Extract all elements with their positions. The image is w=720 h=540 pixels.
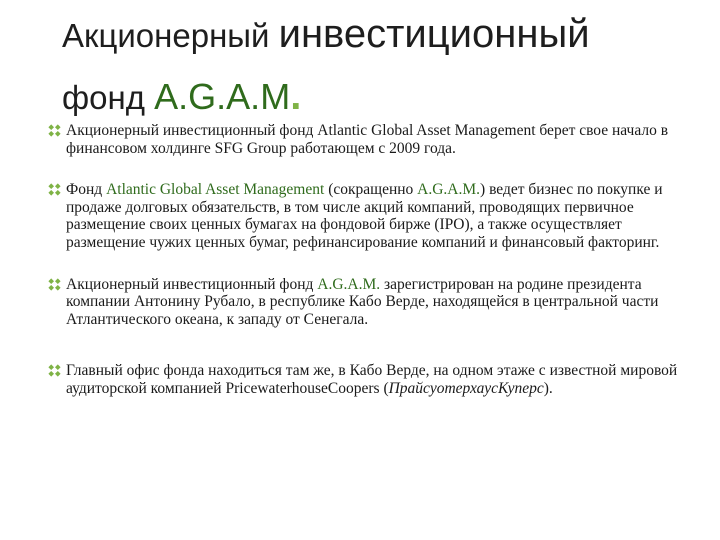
bullet-text: зарегистрирован на родине президента компании Антонину Рубало, в республике Кабо Верде, находящейся в центральной части Атлантического океана, к западу от Сенегала. xyxy=(66,275,659,328)
bullet-list xyxy=(48,118,678,398)
bullet-text: (сокращенно xyxy=(324,181,418,199)
highlighted-fund-name: Atlantic Global Asset Management xyxy=(106,181,325,199)
title-part-3: фонд xyxy=(62,79,155,116)
bullet-item xyxy=(48,276,678,329)
bullet-item xyxy=(48,181,678,251)
bullet-item xyxy=(48,122,678,157)
title-dot: . xyxy=(290,74,302,118)
slide-title xyxy=(62,4,702,128)
bullet-text: Фонд xyxy=(66,181,107,199)
italic-transliteration: ПрайсуотерхаусКуперс xyxy=(388,379,544,397)
title-part-1: Акционерный xyxy=(62,17,279,54)
highlighted-abbreviation: A.G.A.M. xyxy=(417,181,481,199)
diamond-bullet-icon xyxy=(48,183,61,196)
highlighted-abbreviation: A.G.A.M. xyxy=(317,275,381,293)
title-part-2: инвестиционный xyxy=(278,12,590,56)
diamond-bullet-icon xyxy=(48,124,61,137)
diamond-bullet-icon xyxy=(48,364,61,377)
bullet-text: Акционерный инвестиционный фонд xyxy=(66,275,318,293)
bullet-text: Главный офис фонда находиться там же, в Кабо Верде, на одном этаже с известной мировой аудиторской компанией PricewaterhouseCoopers ( xyxy=(66,362,678,397)
diamond-bullet-icon xyxy=(48,278,61,291)
bullet-item xyxy=(48,362,678,397)
bullet-text: ) ведет бизнес по покупке и продаже долговых обязательств, в том числе акций компаний, проводящих первичное размещение своих ценных бумагах на фондовой бирже (IPO), а также осуществляет размещение чужих ценных бумаг, рефинансирование компаний и финансовый факторинг. xyxy=(66,181,663,251)
bullet-text: ). xyxy=(543,379,553,397)
bullet-text: Акционерный инвестиционный фонд Atlantic Global Asset Management берет свое начало в финансовом холдинге SFG Group работающем с 2009 года. xyxy=(66,122,669,157)
title-fund-name: A.G.A.M xyxy=(154,76,291,117)
